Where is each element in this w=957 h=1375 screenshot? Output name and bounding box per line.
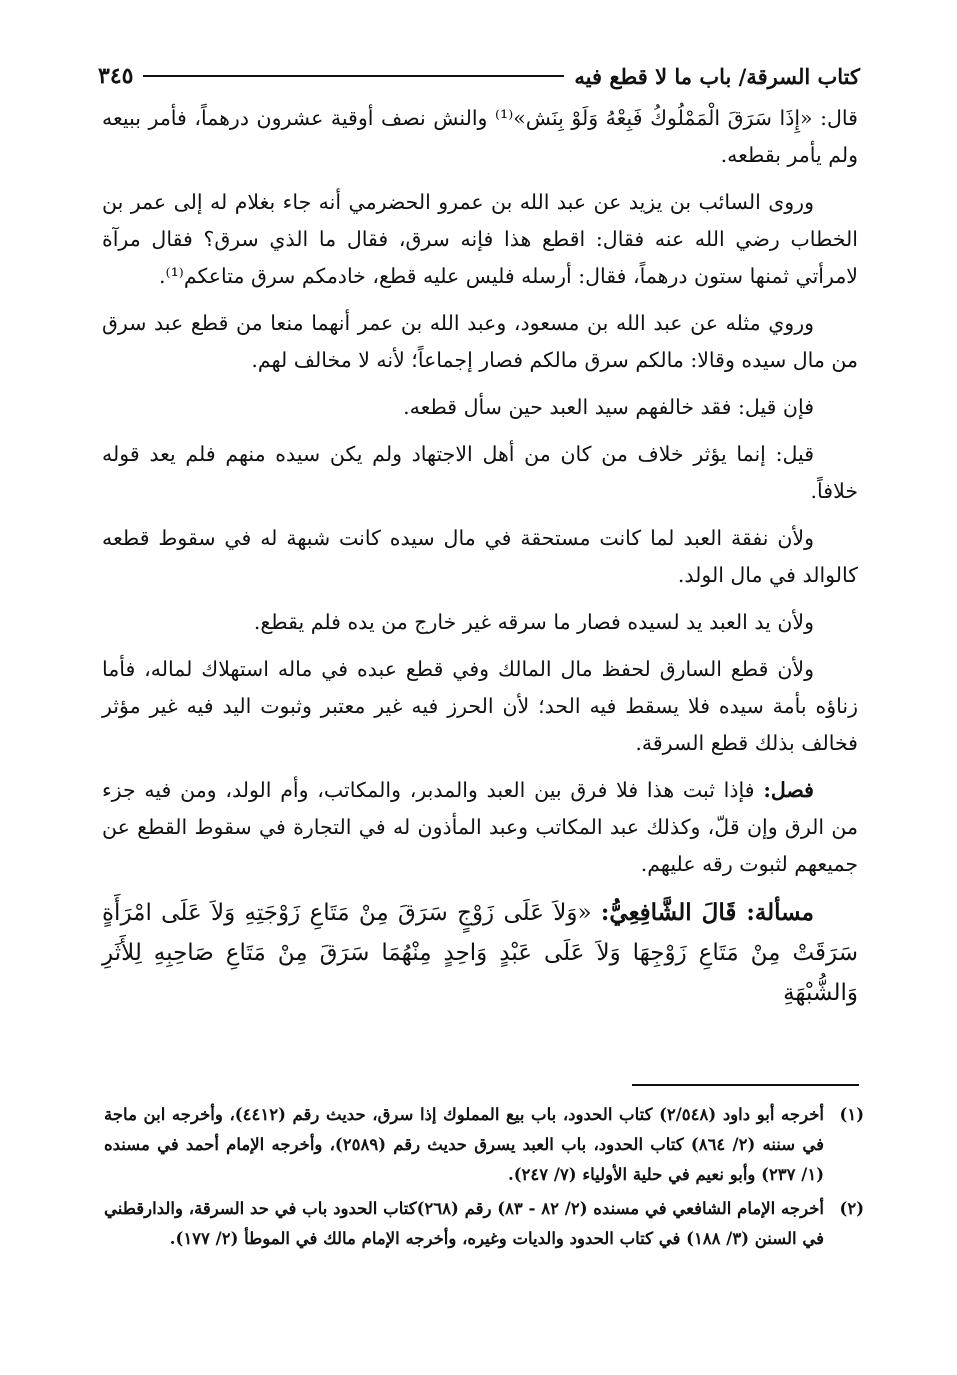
footnote-number: (١) bbox=[839, 1105, 864, 1124]
paragraph bbox=[102, 436, 858, 510]
footnote bbox=[104, 1100, 864, 1190]
paragraph-text: وروى السائب بن يزيد عن عبد الله بن عمرو الحضرمي أنه جاء بغلام له إلى عمر بن الخطاب رضي الله عنه فقال: اقطع هذا فإنه سرق، فقال ما الذي سرق؟ فقال مرآة لامرأتي ثمنها ستون درهماً، فقال: أرسله فليس عليه قطع، خادمكم سرق متاعكم⁽¹⁾. bbox=[102, 190, 858, 288]
chapter-title: كتاب السرقة/ باب ما لا قطع فيه bbox=[574, 63, 860, 89]
paragraph bbox=[102, 520, 858, 594]
footnotes bbox=[104, 1100, 864, 1258]
page-number: ٣٤٥ bbox=[98, 63, 134, 89]
issue-paragraph bbox=[102, 893, 858, 1013]
paragraph bbox=[102, 100, 858, 174]
paragraph bbox=[102, 184, 858, 295]
running-header bbox=[98, 60, 860, 92]
quoted-text: «وَلاَ عَلَى زَوْجٍ سَرَقَ مِنْ مَتَاعِ زَوْجَتِهِ وَلاَ عَلَى امْرَأَةٍ سَرَقَتْ مِنْ مَتَاعِ زَوْجِهَا وَلاَ عَلَى عَبْدٍ وَاحِدٍ مِنْهُمَا سَرَقَ مِنْ مَتَاعِ صَاحِبِهِ لِلأَثَرِ وَالشُّبْهَةِ bbox=[102, 900, 858, 1006]
paragraph-text: وروي مثله عن عبد الله بن مسعود، وعبد الله بن عمر أنهما منعا من قطع عبد سرق من مال سيده وقالا: مالكم سرق مالكم فصار إجماعاً؛ لأنه لا مخالف لهم. bbox=[102, 311, 858, 372]
paragraph bbox=[102, 389, 858, 426]
paragraph-text: قال: «إِذَا سَرَقَ الْمَمْلُوكُ فَبِعْهُ وَلَوْ بِنَش»⁽¹⁾ والنش نصف أوقية عشرون درهماً، فأمر ببيعه ولم يأمر بقطعه. bbox=[102, 106, 858, 167]
paragraph bbox=[102, 604, 858, 641]
paragraph-text: قيل: إنما يؤثر خلاف من كان من أهل الاجتهاد ولم يكن سيده منهم فلم يعد قوله خلافاً. bbox=[102, 442, 858, 503]
section-heading: فصل: bbox=[763, 778, 814, 802]
footnote bbox=[104, 1194, 864, 1254]
issue-heading: مسألة: قَالَ الشَّافِعِيُّ: bbox=[600, 899, 815, 926]
paragraph-text: فإن قيل: فقد خالفهم سيد العبد حين سأل قطعه. bbox=[403, 395, 814, 419]
footnote-number: (٢) bbox=[839, 1199, 864, 1218]
paragraph-text: ولأن قطع السارق لحفظ مال المالك وفي قطع عبده في ماله استهلاك لماله، فأما زناؤه بأمة سيده فلا يسقط فيه الحد؛ لأن الحرز فيه غير معتبر وثبوت اليد فيه غير مؤثر فخالف بذلك قطع السرقة. bbox=[102, 657, 858, 755]
section-paragraph bbox=[102, 772, 858, 883]
paragraph-text: ولأن يد العبد يد لسيده فصار ما سرقه غير خارج من يده فلم يقطع. bbox=[253, 610, 814, 634]
main-text bbox=[102, 100, 858, 1023]
paragraph-text: فإذا ثبت هذا فلا فرق بين العبد والمدبر، والمكاتب، وأم الولد، ومن فيه جزء من الرق وإن قلّ، وكذلك عبد المكاتب وعبد المأذون له في التجارة في سقوط القطع عن جميعهم لثبوت رقه عليهم. bbox=[102, 778, 858, 876]
paragraph-text: ولأن نفقة العبد لما كانت مستحقة في مال سيده كانت شبهة له في سقوط قطعه كالوالد في مال الولد. bbox=[102, 526, 858, 587]
header-rule bbox=[143, 75, 564, 77]
paragraph bbox=[102, 651, 858, 762]
footnote-text: أخرجه الإمام الشافعي في مسنده (٢/ ٨٢ - ٨٣) رقم (٢٦٨)كتاب الحدود باب في حد السرقة، والدارقطني في السنن (٣/ ١٨٨) في كتاب الحدود والديات وغيره، وأخرجه الإمام مالك في الموطأ (٢/ ١٧٧). bbox=[104, 1199, 824, 1248]
paragraph bbox=[102, 305, 858, 379]
footnote-text: أخرجه أبو داود (٢/٥٤٨) كتاب الحدود، باب بيع المملوك إذا سرق، حديث رقم (٤٤١٢)، وأخرجه ابن ماجة في سننه (٢/ ٨٦٤) كتاب الحدود، باب العبد يسرق حديث رقم (٢٥٨٩)، وأخرجه الإمام أحمد في مسنده (١/ ٢٣٧) وأبو نعيم في حلية الأولياء (٧/ ٢٤٧). bbox=[104, 1105, 824, 1184]
footnote-separator bbox=[632, 1084, 859, 1086]
